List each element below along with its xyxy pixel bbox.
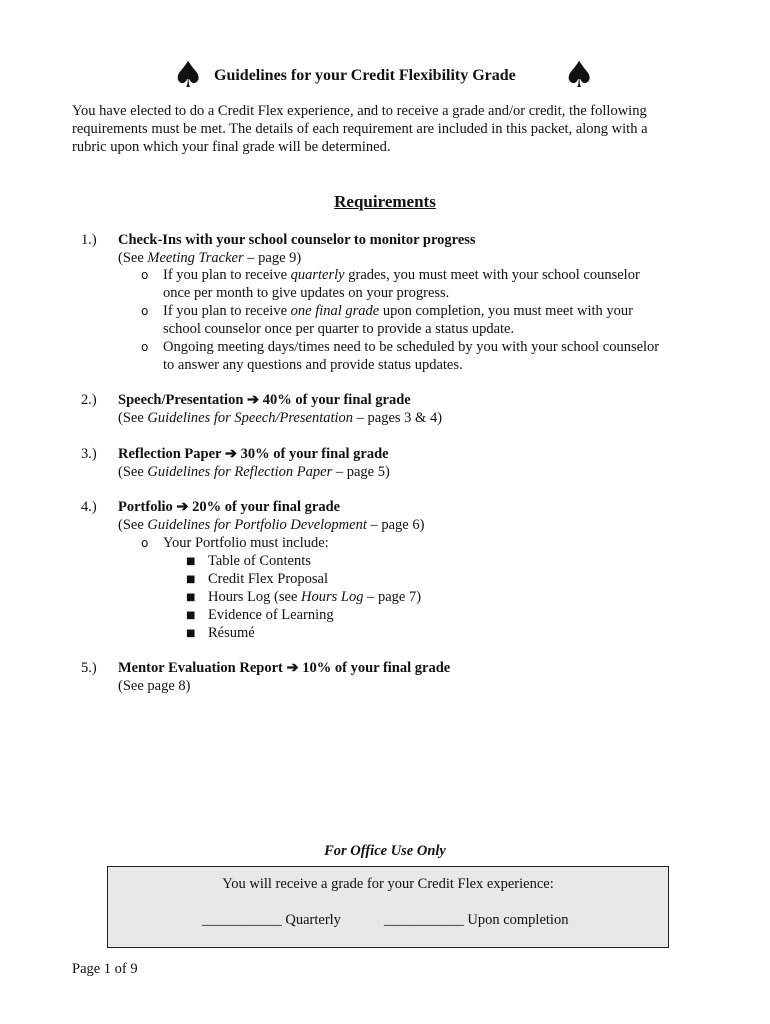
bullet-text: If you plan to receive one final grade upon completion, you must meet with your — [163, 303, 633, 319]
office-use-title: For Office Use Only — [324, 843, 446, 859]
square-bullet-icon: ■ — [186, 574, 196, 585]
bullet-text: If you plan to receive quarterly grades, you must meet with your school counselor — [163, 267, 640, 283]
item-number: 5.) — [81, 660, 97, 676]
bullet-text: school counselor once per quarter to provide a status update. — [163, 321, 515, 337]
office-use-box — [107, 866, 669, 948]
page-number: Page 1 of 9 — [72, 961, 138, 977]
spade-icon: ♠ — [172, 55, 205, 96]
bullet-text: once per month to give updates on your progress. — [163, 285, 450, 301]
item-title: Portfolio ➔ 20% of your final grade — [118, 499, 341, 515]
item-number: 3.) — [81, 446, 97, 462]
bullet-icon: o — [141, 304, 149, 318]
requirements-heading: Requirements — [334, 192, 436, 211]
bullet-text: Ongoing meeting days/times need to be scheduled by you with your school counselor — [163, 339, 660, 355]
bullet-icon: o — [141, 340, 149, 354]
square-bullet-icon: ■ — [186, 556, 196, 567]
requirement-item-3 — [81, 445, 721, 485]
item-reference: (See Meeting Tracker – page 9) — [118, 250, 302, 266]
item-number: 1.) — [81, 232, 97, 248]
list-item: Hours Log (see Hours Log – page 7) — [208, 589, 422, 605]
bullet-icon: o — [141, 536, 149, 550]
office-use-text: You will receive a grade for your Credit Flex experience: — [222, 876, 554, 892]
bullet-text: to answer any questions and provide status updates. — [163, 357, 463, 373]
intro-line: rubric upon which your final grade will be determined. — [72, 139, 391, 155]
square-bullet-icon: ■ — [186, 628, 196, 639]
list-item: Evidence of Learning — [208, 607, 334, 623]
item-reference: (See Guidelines for Portfolio Development – page 6) — [118, 517, 425, 533]
upon-completion-option: ___________ Upon completion — [384, 912, 569, 928]
list-item: Résumé — [208, 625, 255, 641]
bullet-text: Your Portfolio must include: — [163, 535, 329, 551]
requirement-item-5 — [81, 659, 721, 699]
intro-paragraph — [72, 102, 702, 156]
item-title: Reflection Paper ➔ 30% of your final grade — [118, 446, 389, 462]
item-reference: (See Guidelines for Reflection Paper – page 5) — [118, 464, 390, 480]
title-row — [0, 55, 770, 96]
requirement-item-4 — [81, 498, 721, 648]
spade-icon: ♠ — [563, 55, 596, 96]
item-reference: (See page 8) — [118, 678, 191, 694]
item-reference: (See Guidelines for Speech/Presentation – pages 3 & 4) — [118, 410, 443, 426]
intro-line: You have elected to do a Credit Flex experience, and to receive a grade and/or credit, the following — [72, 103, 647, 119]
list-item: Credit Flex Proposal — [208, 571, 329, 587]
item-title: Mentor Evaluation Report ➔ 10% of your final grade — [118, 660, 451, 676]
intro-line: requirements must be met. The details of each requirement are included in this packet, along with a — [72, 121, 648, 137]
item-number: 2.) — [81, 392, 97, 408]
item-title: Speech/Presentation ➔ 40% of your final grade — [118, 392, 411, 408]
quarterly-option: ___________ Quarterly — [202, 912, 341, 928]
bullet-icon: o — [141, 268, 149, 282]
item-number: 4.) — [81, 499, 97, 515]
requirement-item-2 — [81, 391, 721, 431]
square-bullet-icon: ■ — [186, 592, 196, 603]
square-bullet-icon: ■ — [186, 610, 196, 621]
page-title: Guidelines for your Credit Flexibility Grade — [214, 67, 516, 84]
list-item: Table of Contents — [208, 553, 311, 569]
requirement-item-1 — [81, 231, 721, 381]
item-title: Check-Ins with your school counselor to monitor progress — [118, 232, 476, 248]
